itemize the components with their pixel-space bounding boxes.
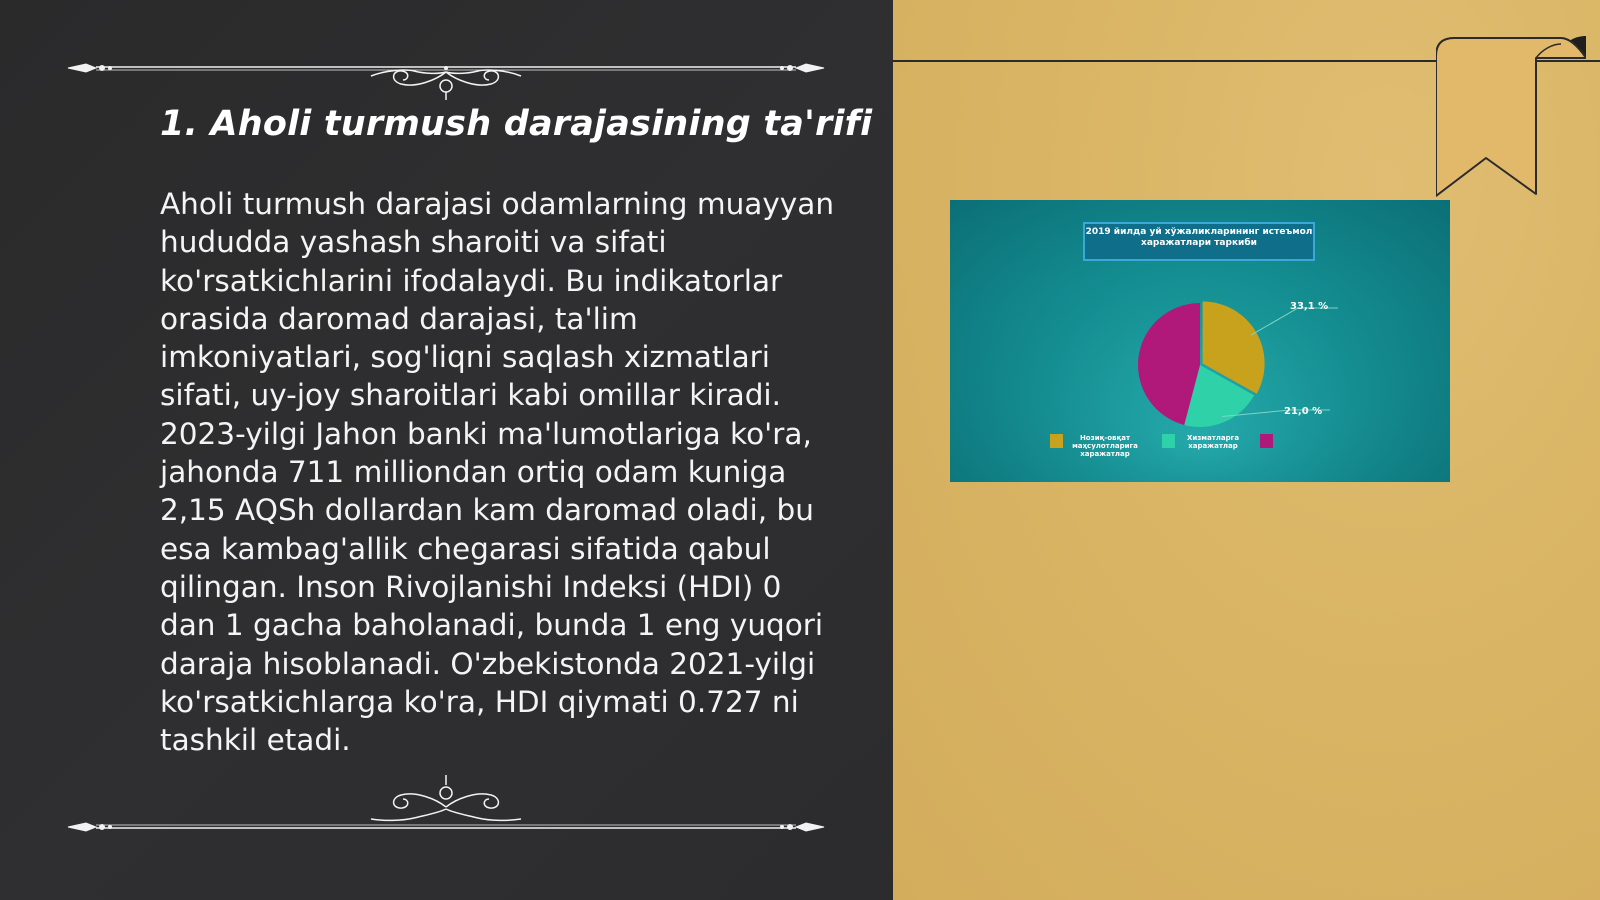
legend-item-other	[1260, 434, 1279, 456]
legend-label: Хизматларга харажатлар	[1186, 434, 1240, 450]
legend-label: Нозиқ-овқат маҳсулотларига харажатлар	[1072, 434, 1138, 458]
bottom-ornament-divider	[66, 775, 826, 835]
chart-title: 2019 йилда уй хўжаликларининг истеъмол харажатлари таркиби	[1083, 222, 1315, 261]
slice-label-services: 21,0 %	[1284, 406, 1323, 417]
ornament-icon	[66, 40, 826, 100]
bookmark-ribbon-icon	[1436, 36, 1586, 201]
legend-swatch	[1162, 434, 1175, 448]
top-ornament-divider	[66, 40, 826, 100]
legend-swatch	[1050, 434, 1063, 448]
slide-title: 1. Aholi turmush darajasining ta'rifi	[160, 104, 873, 144]
expenditure-pie-chart	[950, 200, 1450, 482]
legend-item-services	[1162, 434, 1245, 456]
ornament-icon	[66, 775, 826, 835]
legend-swatch	[1260, 434, 1273, 448]
slide-paragraph: Aholi turmush darajasi odamlarning muayyan hududda yashash sharoiti va sifati ko'rsatkichlarini ifodalaydi. Bu indikatorlar orasida daromad darajasi, ta'lim imkoniyatlari, sog'liqni saqlash xizmatlari sifati, uy-joy sharoitlari kabi omillar kiradi. 2023-yilgi Jahon banki ma'lumotlariga ko'ra, jahonda 711 milliondan ortiq odam kuniga 2,15 AQSh dollardan kam daromad oladi, bu esa kambag'allik chegarasi sifatida qabul qilingan. Inson Rivojlanishi Indeksi (HDI) 0 dan 1 gacha baholanadi, bunda 1 eng yuqori daraja hisoblanadi. O'zbekistonda 2021-yilgi ko'rsatkichlarga ko'ra, HDI qiymati 0.727 ni tashkil etadi.	[160, 187, 835, 758]
legend-item-food	[1050, 434, 1141, 456]
slice-label-food: 33,1 %	[1290, 301, 1329, 312]
